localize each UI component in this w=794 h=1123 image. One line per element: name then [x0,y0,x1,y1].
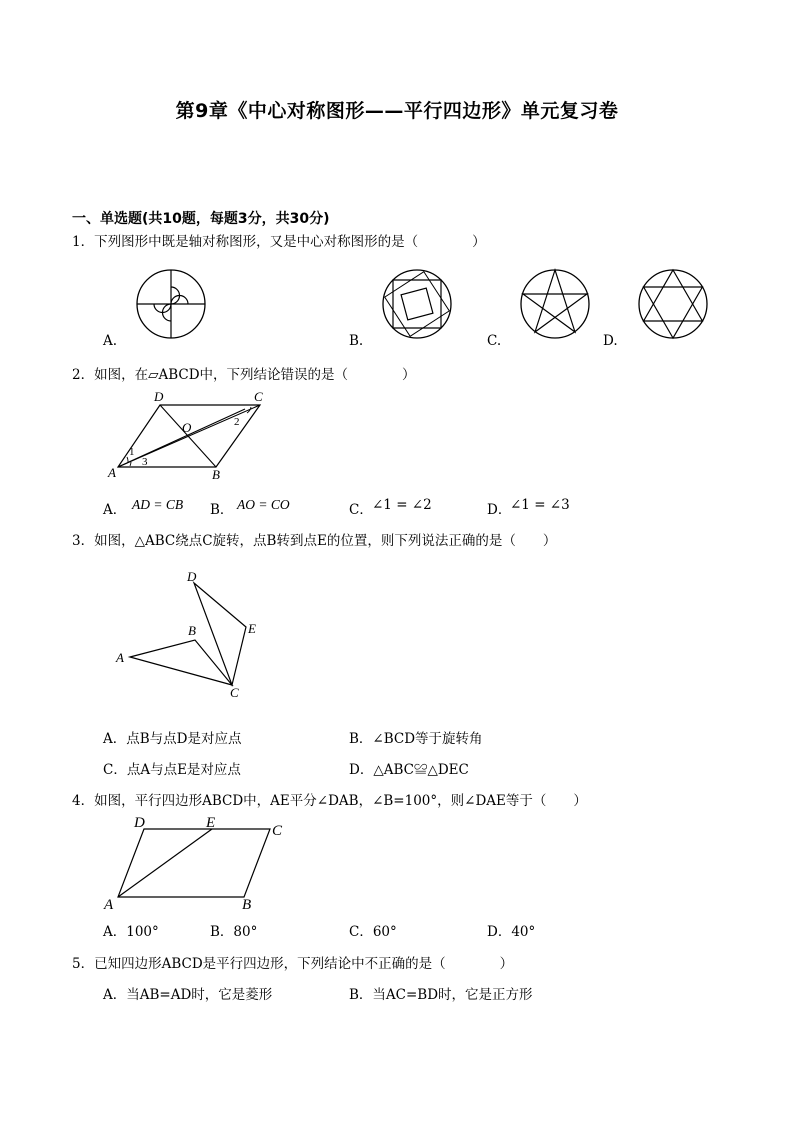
q2-label-1: 1 [129,446,135,458]
q2-option-a-label: A． [103,502,127,518]
q3-label-b: B [188,623,196,638]
q1-option-d: D. [603,333,618,349]
page-title: 第9章《中心对称图形——平行四边形》单元复习卷 [175,100,619,122]
q5-option-b: B．当AC=BD时，它是正方形 [349,987,533,1003]
q2-label-a: A [108,465,116,480]
q2-option-b-label: B． [210,502,234,518]
q1-figure-c-star [520,270,592,340]
q1-option-b: B. [349,333,364,349]
q3-option-c: C．点A与点E是对应点 [103,762,241,778]
q4-label-e: E [206,815,216,831]
q3-label-a: A [116,650,124,665]
question-1-text: 1．下列图形中既是轴对称图形，又是中心对称图形的是（ ） [72,234,486,250]
q4-label-c: C [272,823,283,839]
q1-option-a: A. [103,333,118,349]
q2-option-c-label: C． [349,502,373,518]
question-5-text: 5．已知四边形ABCD是平行四边形，下列结论中不正确的是（ ） [72,956,514,972]
q5-option-a: A．当AB=AD时，它是菱形 [103,987,273,1003]
q1-option-c: C. [487,333,502,349]
question-2-text: 2．如图，在▱ABCD中，下列结论错误的是（ ） [72,367,416,383]
q2-parallelogram-figure [100,385,280,485]
q1-figure-d-hexagram [638,270,710,340]
q1-figure-b-squares [382,270,454,340]
q2-option-c-text: ∠1 = ∠2 [372,497,432,513]
q3-option-b: B．∠BCD等于旋转角 [349,731,483,747]
q3-label-c: C [230,685,239,700]
section-heading: 一、单选题(共10题，每题3分，共30分) [72,211,330,227]
q2-label-3: 3 [142,456,148,468]
q1-figure-a-swirl [136,270,208,340]
q3-label-e: E [248,621,256,636]
q2-label-o: O [182,420,192,435]
q4-option-c: C．60° [349,924,397,940]
q4-label-d: D [134,815,145,831]
q4-option-a: A．100° [103,924,159,940]
q4-label-a: A [104,897,114,913]
q3-rotation-figure [110,565,270,705]
q2-label-2: 2 [234,416,240,428]
question-4-text: 4．如图，平行四边形ABCD中，AE平分∠DAB，∠B=100°，则∠DAE等于（ ） [72,793,587,809]
q3-option-a: A．点B与点D是对应点 [103,731,242,747]
q4-label-b: B [242,897,252,913]
q4-parallelogram-figure [100,815,300,915]
q2-option-b-text: AO = CO [237,497,290,512]
q2-option-d-text: ∠1 = ∠3 [510,497,570,513]
q2-label-d: D [154,389,164,404]
q2-label-b: B [212,467,220,482]
q2-label-c: C [254,389,263,404]
q3-option-d: D．△ABC≌△DEC [349,762,469,778]
q3-label-d: D [187,569,197,584]
q4-option-b: B．80° [210,924,258,940]
q2-option-a-text: AD = CB [132,497,184,512]
q2-option-d-label: D． [487,502,512,518]
q4-option-d: D．40° [487,924,536,940]
question-3-text: 3．如图，△ABC绕点C旋转，点B转到点E的位置，则下列说法正确的是（ ） [72,533,557,549]
